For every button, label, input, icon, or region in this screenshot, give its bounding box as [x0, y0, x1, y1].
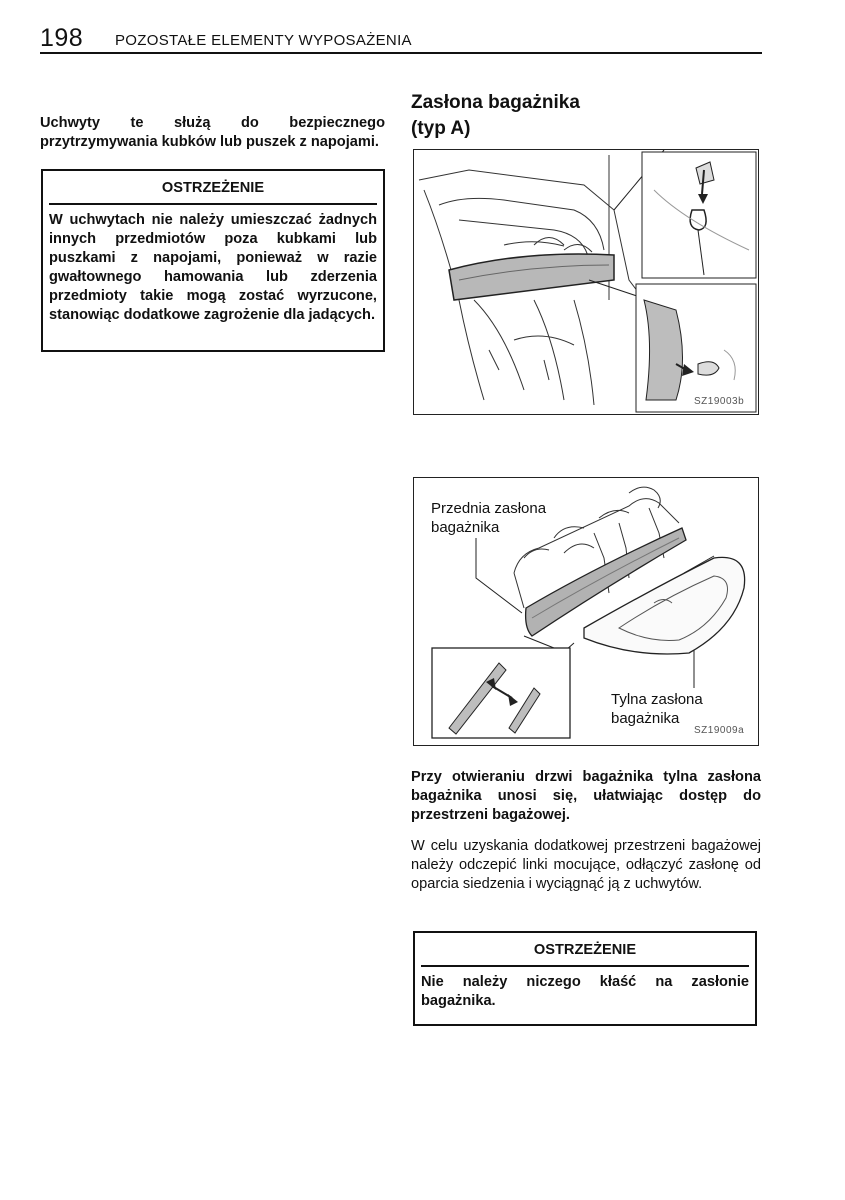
paragraph: W celu uzyskania dodatkowej przestrzeni bagażowej należy odczepić linki mocujące, odłączyć zasłonę od oparcia siedzenia i wyciągnąć ją z uchwytów. [411, 838, 761, 892]
label-rear-cover [611, 690, 703, 728]
section-title-line2: (typ A) [411, 118, 471, 139]
intro-paragraph: Uchwyty te służą do bezpiecznego przytrzymywania kubków lub puszek z napojami. [40, 115, 385, 150]
paragraph-bold: Przy otwieraniu drzwi bagażnika tylna zasłona bagażnika unosi się, ułatwiając dostęp do przestrzeni bagażowej. [411, 769, 761, 823]
label-front-cover-line2: bagażnika [431, 519, 500, 536]
section-title [411, 90, 580, 142]
warning-title: OSTRZEŻENIE [49, 171, 377, 205]
header-divider [40, 52, 762, 54]
section-title-line1: Zasłona bagażnika [411, 92, 580, 113]
warning-box-trunk-cover [413, 931, 757, 1026]
label-rear-cover-line2: bagażnika [611, 710, 680, 727]
label-front-cover-line1: Przednia zasłona [431, 500, 547, 517]
figure-code: SZ19003b [694, 396, 745, 407]
figure-trunk-cover-parts [413, 477, 759, 746]
label-front-cover [431, 499, 546, 537]
warning-box-cupholder [41, 169, 385, 352]
warning-body: W uchwytach nie należy umieszczać żadnych innych przedmiotów poza kubkami lub puszkami z napojami, ponieważ w razie gwałtownego hamowania lub zderzenia przedmioty takie mogą zostać wyrzucone, stanowiąc dodatkowe zagrożenie dla jadących. [49, 212, 377, 323]
warning-title: OSTRZEŻENIE [421, 933, 749, 967]
warning-body: Nie należy niczego kłaść na zasłonie bagażnika. [421, 974, 749, 1009]
chapter-title: POZOSTAŁE ELEMENTY WYPOSAŻENIA [115, 32, 412, 49]
label-rear-cover-line1: Tylna zasłona [611, 691, 703, 708]
trunk-cover-illustration [414, 150, 758, 414]
figure-trunk-cover-installed [413, 149, 759, 415]
page-number: 198 [40, 24, 84, 52]
figure-code: SZ19009a [694, 725, 745, 736]
